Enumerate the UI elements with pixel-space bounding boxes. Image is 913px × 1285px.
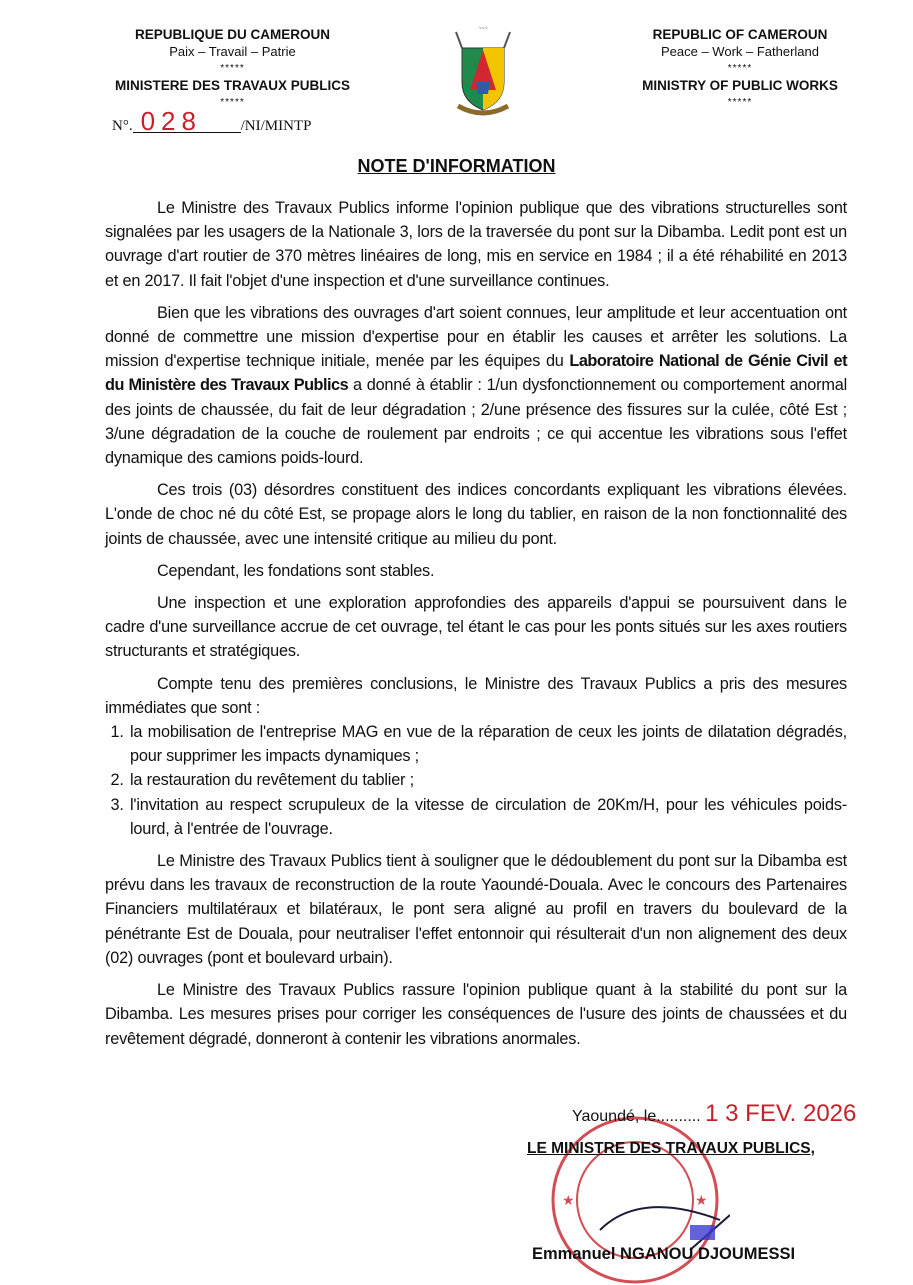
signatory-name: Emmanuel NGANOU DJOUMESSI — [532, 1245, 796, 1263]
motto-en: Peace – Work – Fatherland — [660, 44, 819, 59]
coat-of-arms-icon — [448, 20, 518, 120]
header-right — [600, 26, 880, 111]
svg-text:~~~: ~~~ — [478, 26, 488, 32]
signatory-title: LE MINISTRE DES TRAVAUX PUBLICS, — [527, 1140, 815, 1157]
stars: ***** — [727, 63, 753, 74]
date-line — [572, 1100, 856, 1128]
paragraph: Compte tenu des premières conclusions, le Ministre des Travaux Publics a pris des mesures immédiates que sont : — [105, 674, 847, 717]
date-stamp: 1 3 FEV. 2026 — [705, 1100, 857, 1127]
list-item: 1. la mobilisation de l'entreprise MAG en vue de la réparation de ceux les joints de dilatation dégradés, pour supprimer les impacts dynamiques ; — [128, 720, 847, 768]
date-place: Yaoundé, le — [572, 1108, 657, 1125]
reference-prefix: N°. — [112, 118, 133, 134]
svg-text:★: ★ — [562, 1192, 575, 1208]
motto-fr: Paix – Travail – Patrie — [169, 44, 296, 59]
paragraph: Une inspection et une exploration approfondies des appareils d'appui se poursuivent dans le cadre d'une surveillance accrue de cet ouvrage, tel étant le cas pour les ponts situés sur les axes routiers structurants et stratégiques. — [105, 594, 847, 661]
paragraph: Le Ministre des Travaux Publics tient à souligner que le dédoublement du pont sur la Dibamba est prévu dans les travaux de reconstruction de la route Yaoundé-Douala. Avec le concours des Partenaires Financiers multilatéraux et bilatéraux, le pont sera aligné au profil en travers du boulevard de la pénétrante Est de Douala, pour neutraliser l'effet entonnoir qui résulterait d'un non alignement des deux (02) ouvrages (pont et boulevard urbain). — [105, 852, 847, 967]
svg-text:★: ★ — [695, 1192, 708, 1208]
paragraph: Le Ministre des Travaux Publics informe l'opinion publique que des vibrations structurelles sont signalées par les usagers de la Nationale 3, lors de la traversée du pont sur la Dibamba. Ledit pont est un ouvrage d'art routier de 370 mètres linéaires de long, mis en service en 1984 ; il a été réhabilité en 2013 et en 2017. Il fait l'objet d'une inspection et d'une surveillance continues. — [105, 199, 847, 290]
paragraph — [105, 301, 847, 470]
country-fr: REPUBLIQUE DU CAMEROUN — [134, 27, 330, 42]
reference-value: 028 — [133, 110, 241, 133]
paragraph-text: Bien que les vibrations des ouvrages d'art soient connues, leur amplitude et leur accentuation ont donné de commettre une mission d'expertise pour en établir les causes et arrêter les solutions. La mission d'expertise technique initiale, menée par les équipes du — [105, 303, 847, 371]
paragraph: Le Ministre des Travaux Publics rassure l'opinion publique quant à la stabilité du pont sur la Dibamba. Les mesures prises pour corriger les conséquences de l'usure des joints de chaussées et du revêtement dégradé, donneront à contenir les vibrations anormales. — [105, 981, 847, 1048]
stars: ***** — [220, 63, 245, 74]
paragraph: Ces trois (03) désordres constituent des indices concordants expliquant les vibrations élevées. L'onde de choc né du côté Est, se propage alors le long du tablier, en raison de la non fonctionnalité des joints de chaussée, avec une intensité critique au milieu du pont. — [105, 481, 847, 548]
ministry-fr: MINISTERE DES TRAVAUX PUBLICS — [114, 78, 351, 93]
paragraph: Cependant, les fondations sont stables. — [157, 561, 435, 580]
document-title: NOTE D'INFORMATION — [357, 156, 556, 176]
date-dots: .......... — [656, 1108, 701, 1125]
measures-list — [105, 720, 847, 841]
lab-name: Laboratoire National de Génie Civil et du Ministère des Travaux Publics — [105, 352, 847, 395]
country-en: REPUBLIC OF CAMEROUN — [652, 27, 828, 42]
list-item: 2. la restauration du revêtement du tablier ; — [128, 768, 847, 792]
header-left — [90, 26, 375, 111]
reference-number — [112, 106, 312, 136]
ministry-en: MINISTRY OF PUBLIC WORKS — [642, 78, 838, 93]
document-body — [105, 196, 847, 1059]
stars: ***** — [220, 97, 245, 108]
reference-suffix: /NI/MINTP — [240, 118, 312, 134]
paragraph-text: a donné à établir : 1/un dysfonctionnement ou comportement anormal des joints de chaussée, du fait de leur dégradation ; 2/une présence des fissures sur la culée, côté Est ; 3/une dégradation de la couche de roulement par endroits ; ce qui accentue les vibrations sous l'effet dynamique des camions poids-lourd. — [105, 376, 847, 468]
stars: ***** — [727, 97, 753, 108]
list-item: 3. l'invitation au respect scrupuleux de la vitesse de circulation de 20Km/H, pour les véhicules poids-lourd, à l'entrée de l'ouvrage. — [128, 793, 847, 841]
